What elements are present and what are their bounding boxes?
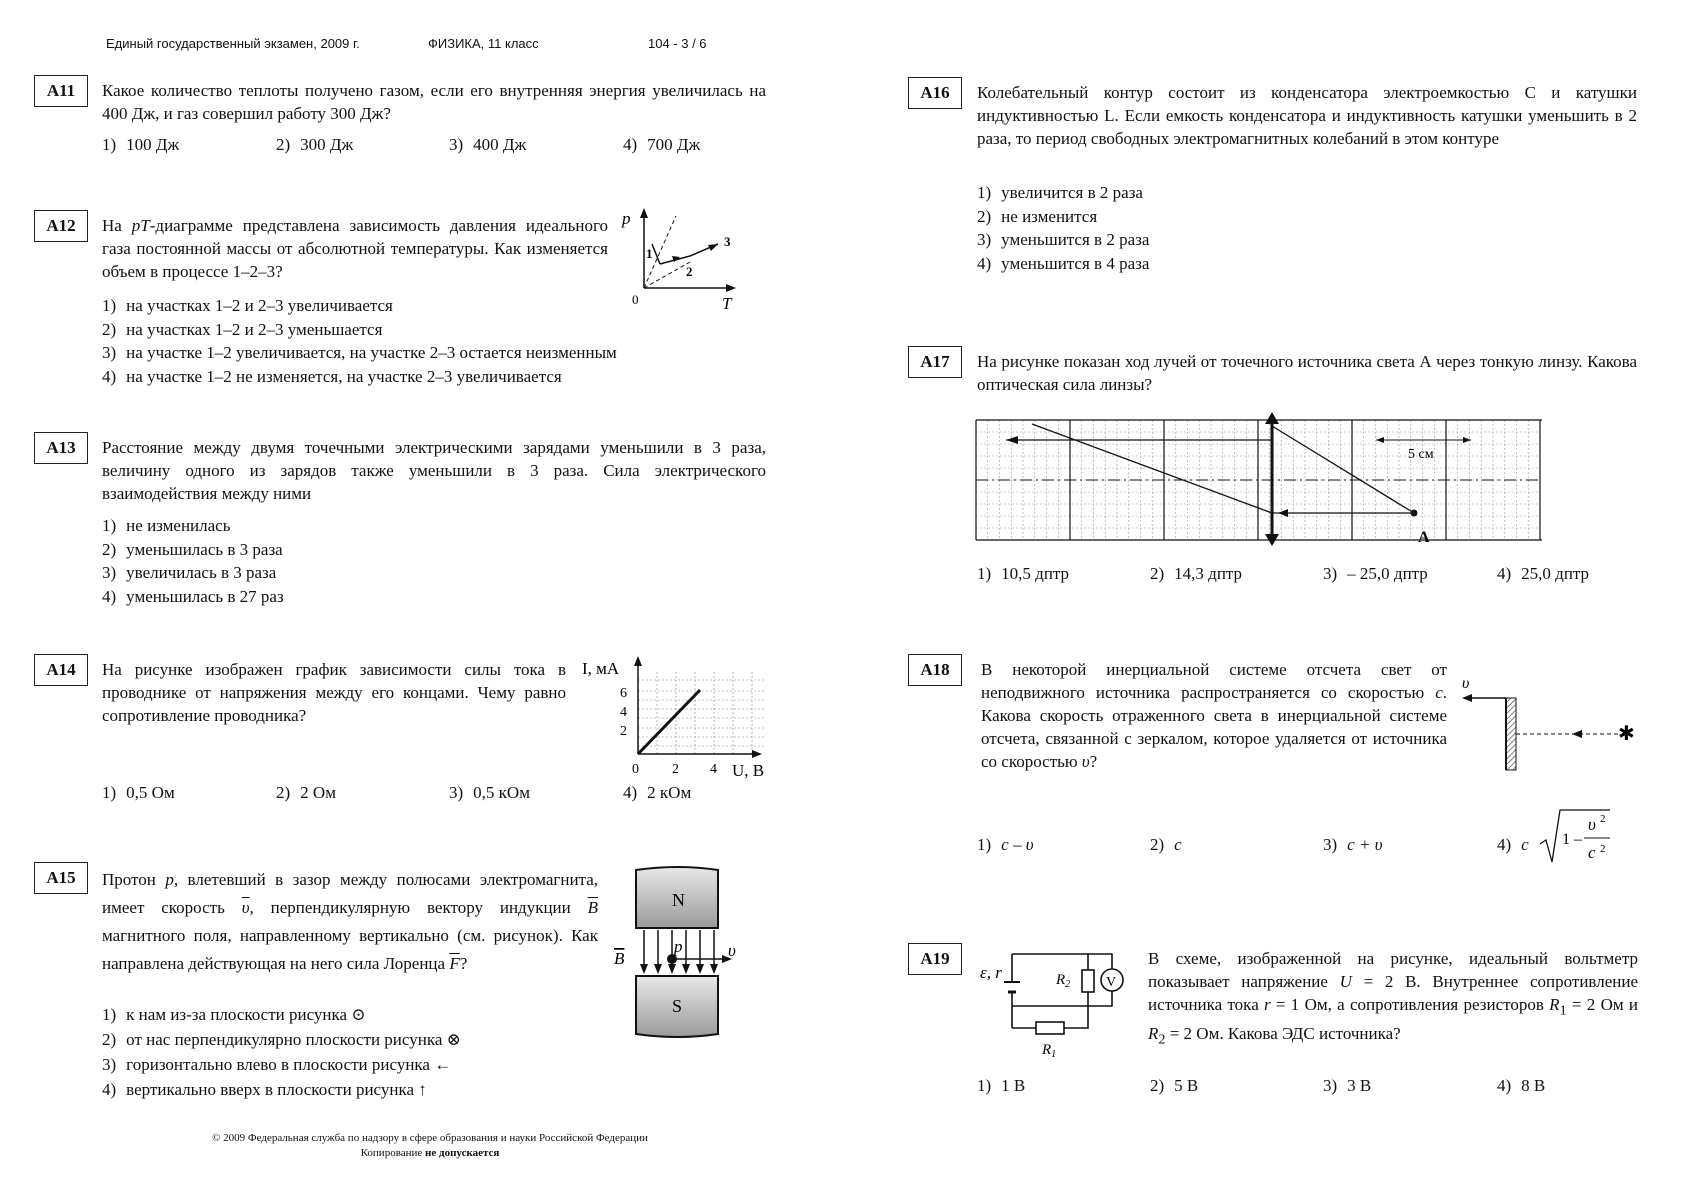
svg-text:1 –: 1 – bbox=[1562, 831, 1582, 848]
a13-option-4[interactable]: 4) уменьшилась в 27 раз bbox=[102, 586, 284, 606]
a17-option-1[interactable]: 1) 10,5 дптр bbox=[977, 564, 1070, 583]
iv-ytick-4: 4 bbox=[620, 705, 627, 720]
a19-option-1[interactable]: 1) 1 В bbox=[977, 1076, 1026, 1095]
question-text-a11: Какое количество теплоты получено газом, если его внутренняя энергия увеличилась на 400 Дж, и газ совершил работу 300 Дж? bbox=[102, 81, 766, 123]
a15-option-3[interactable]: 3) горизонтально влево в плоскости рисунка ← bbox=[102, 1055, 452, 1074]
a16-options bbox=[977, 181, 1149, 275]
a12-option-1[interactable]: 1) на участках 1–2 и 2–3 увеличивается bbox=[102, 296, 393, 315]
iv-xtick-2: 2 bbox=[672, 762, 679, 777]
pt-point-1: 1 bbox=[646, 246, 653, 261]
a13-option-3[interactable]: 3) увеличилась в 3 раза bbox=[102, 563, 277, 582]
a15-option-1[interactable]: 1) к нам из-за плоскости рисунка ⊙ bbox=[102, 1005, 366, 1024]
pt-diagram bbox=[618, 206, 744, 313]
question-text-a14: На рисунке изображен график зависимости силы тока в проводнике от напряжения между его концами. Чему равно сопротивление проводника? bbox=[102, 660, 566, 725]
a14-option-1[interactable]: 1) 0,5 Ом bbox=[102, 783, 175, 802]
question-text-a17: На рисунке показан ход лучей от точечного источника света А через тонкую линзу. Какова оптическая сила линзы? bbox=[977, 352, 1637, 394]
light-source-icon: ✱ bbox=[1618, 723, 1635, 745]
a17-option-2[interactable]: 2) 14,3 дптр bbox=[1150, 564, 1243, 583]
question-label-a19: A19 bbox=[908, 943, 962, 975]
question-label-a12: A12 bbox=[34, 210, 88, 242]
a14-option-4[interactable]: 4) 2 кОм bbox=[623, 783, 692, 802]
question-label-a13: A13 bbox=[34, 432, 88, 464]
iv-ytick-6: 6 bbox=[620, 686, 627, 701]
a11-option-3[interactable]: 3) 400 Дж bbox=[449, 135, 527, 154]
question-label-a17: A17 bbox=[908, 346, 962, 378]
a16-option-1[interactable]: 1) увеличится в 2 раза bbox=[977, 183, 1143, 202]
question-label-a14: A14 bbox=[34, 654, 88, 686]
a13-option-2[interactable]: 2) уменьшилась в 3 раза bbox=[102, 539, 283, 559]
question-text-a18: В некоторой инерциальной системе отсчета свет от неподвижного источника распространяется со скоростью c. Какова скорость отраженного света в инерциальной системе отсчета, связанной с зеркалом, которое удаляется от источника со скоростью υ? bbox=[981, 660, 1447, 771]
a18-option-1[interactable]: 1) c – υ bbox=[977, 835, 1034, 854]
a17-option-4[interactable]: 4) 25,0 дптр bbox=[1497, 564, 1590, 583]
a12-option-4[interactable]: 4) на участке 1–2 не изменяется, на участке 2–3 увеличивается bbox=[102, 366, 562, 386]
svg-text:2: 2 bbox=[1600, 843, 1606, 855]
pole-south: S bbox=[672, 996, 683, 1016]
a15-option-2[interactable]: 2) от нас перпендикулярно плоскости рисунка ⊗ bbox=[102, 1030, 461, 1049]
a15-option-4[interactable]: 4) вертикально вверх в плоскости рисунка ↑ bbox=[102, 1080, 427, 1099]
pt-point-3: 3 bbox=[724, 234, 731, 249]
a16-option-3[interactable]: 3) уменьшится в 2 раза bbox=[977, 230, 1150, 249]
lens-source-label: A bbox=[1418, 529, 1430, 546]
r1-label: $R_1$ bbox=[1042, 1042, 1057, 1060]
svg-text:c: c bbox=[1588, 843, 1596, 862]
iv-ytick-2: 2 bbox=[620, 724, 627, 739]
voltmeter-label: V bbox=[1106, 975, 1117, 990]
a12-option-3[interactable]: 3) на участке 1–2 увеличивается, на участке 2–3 остается неизменным bbox=[102, 343, 617, 362]
iv-ylabel: I, мА bbox=[582, 659, 620, 678]
pt-origin: 0 bbox=[632, 292, 639, 307]
iv-xtick-0: 0 bbox=[632, 762, 639, 777]
question-text-a16: Колебательный контур состоит из конденсатора электроемкостью C и катушки индуктивностью L. Если емкость конденсатора и индуктивность катушки уменьшить в 2 раза, то период свободных электромагнитных колебаний в этом контуре bbox=[977, 83, 1637, 148]
a11-option-2[interactable]: 2) 300 Дж bbox=[276, 135, 354, 154]
header-exam: Единый государственный экзамен, 2009 г. bbox=[106, 36, 360, 51]
a13-options bbox=[102, 514, 284, 608]
a12-options bbox=[102, 294, 617, 388]
a11-option-1[interactable]: 1) 100 Дж bbox=[102, 135, 180, 154]
lens-ray-diagram bbox=[976, 412, 1542, 546]
r2-label: $R_2$ bbox=[1056, 972, 1071, 990]
svg-text:υ: υ bbox=[1588, 815, 1596, 834]
a16-option-4[interactable]: 4) уменьшится в 4 раза bbox=[977, 253, 1150, 273]
a14-option-3[interactable]: 3) 0,5 кОм bbox=[449, 783, 530, 802]
a19-option-2[interactable]: 2) 5 В bbox=[1150, 1076, 1199, 1095]
question-text-a15: Протон p, влетевший в зазор между полюсами электромагнита, имеет скорость $\overline{\upsilon}$, перпендикулярную вектору индукции $\overline{B}$ магнитного поля, направленному вертикально (см. рисунок). Как направлена действующая на него сила Лоренца $\overline{F}$? bbox=[102, 870, 599, 973]
a18-option-4[interactable]: 4) c bbox=[1497, 835, 1529, 854]
figure-b-vector: B bbox=[614, 949, 625, 968]
question-label-a15: A15 bbox=[34, 862, 88, 894]
header-subject: ФИЗИКА, 11 класс bbox=[428, 36, 539, 51]
mirror-figure bbox=[1454, 664, 1640, 776]
mirror-velocity-label: υ bbox=[1462, 675, 1470, 692]
pole-north: N bbox=[672, 890, 685, 910]
svg-text:2: 2 bbox=[1600, 813, 1606, 825]
question-text-a12: На pT-диаграмме представлена зависимость давления идеального газа постоянной массы от абсолютной температуры. Как изменяется объем в процессе 1–2–3? bbox=[102, 216, 608, 281]
emf-label: ε, r bbox=[980, 963, 1002, 982]
header-page: 104 - 3 / 6 bbox=[648, 36, 707, 51]
question-label-a18: A18 bbox=[908, 654, 962, 686]
electromagnet-figure bbox=[612, 864, 748, 1044]
figure-proton: p bbox=[674, 937, 683, 956]
a18-option-2[interactable]: 2) c bbox=[1150, 835, 1182, 854]
a11-option-4[interactable]: 4) 700 Дж bbox=[623, 135, 701, 154]
a15-options bbox=[102, 1002, 461, 1102]
pt-axis-t: T bbox=[722, 294, 732, 313]
question-text-a13: Расстояние между двумя точечными электрическими зарядами уменьшили в 3 раза, величину одного из зарядов также уменьшили в 3 раза. Сила электрического взаимодействия между ними bbox=[102, 438, 766, 503]
lens-scale-label: 5 см bbox=[1408, 447, 1434, 462]
footer-copyright: © 2009 Федеральная служба по надзору в сфере образования и науки Российской Федерации bbox=[212, 1132, 648, 1144]
pt-axis-p: p bbox=[622, 209, 631, 228]
question-label-a11: A11 bbox=[34, 75, 88, 107]
a19-option-3[interactable]: 3) 3 В bbox=[1323, 1076, 1372, 1095]
a12-option-2[interactable]: 2) на участках 1–2 и 2–3 уменьшается bbox=[102, 319, 383, 339]
a18-option-3[interactable]: 3) c + υ bbox=[1323, 835, 1383, 854]
iv-graph bbox=[576, 656, 776, 778]
a19-option-4[interactable]: 4) 8 В bbox=[1497, 1076, 1546, 1095]
iv-xtick-4: 4 bbox=[710, 762, 717, 777]
question-text-a19: В схеме, изображенной на рисунке, идеальный вольтметр показывает напряжение U = 2 В. Внутреннее сопротивление источника тока r = 1 Ом, а сопротивления резисторов $R_1 = 2$ Ом и $R_2 = 2$ Ом. Какова ЭДС источника? bbox=[1148, 949, 1638, 1048]
figure-v-vector: υ bbox=[728, 941, 736, 960]
question-label-a16: A16 bbox=[908, 77, 962, 109]
a17-option-3[interactable]: 3) – 25,0 дптр bbox=[1323, 564, 1428, 583]
a14-option-2[interactable]: 2) 2 Ом bbox=[276, 783, 336, 802]
footer-copy-notice: Копирование не допускается bbox=[360, 1147, 500, 1159]
a16-option-2[interactable]: 2) не изменится bbox=[977, 206, 1098, 226]
a18-option-4-formula bbox=[1538, 806, 1614, 868]
circuit-diagram bbox=[976, 948, 1136, 1060]
iv-xlabel: U, В bbox=[732, 761, 765, 780]
pt-point-2: 2 bbox=[686, 264, 693, 279]
a13-option-1[interactable]: 1) не изменилась bbox=[102, 516, 231, 535]
